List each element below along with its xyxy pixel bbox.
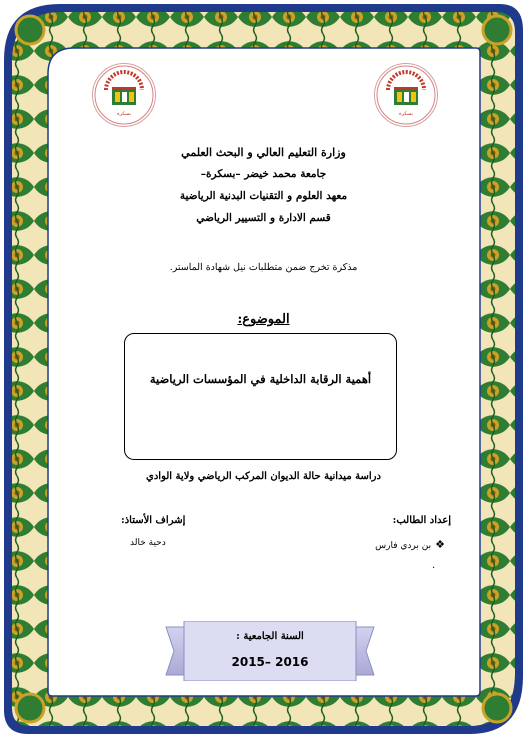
student-label: إعداد الطالب: bbox=[392, 515, 451, 526]
diamond-bullet-icon: ❖ bbox=[435, 538, 445, 551]
banner-shape-icon bbox=[162, 621, 378, 681]
student-entry bbox=[375, 538, 445, 551]
ministry-title: وزارة التعليم العالي و البحث العلمي bbox=[181, 146, 346, 159]
memo-statement: مذكرة تخرج ضمن متطلبات نيل شهادة الماستر. bbox=[169, 262, 358, 273]
institute-name: معهد العلوم و التقنيات البدنية الرياضية bbox=[179, 190, 348, 202]
university-seal-icon bbox=[375, 64, 437, 126]
university-name: جامعة محمد خيضر –بسكرة– bbox=[200, 168, 327, 180]
student-name: بن بردي فارس bbox=[375, 541, 432, 551]
university-logo-left bbox=[92, 63, 156, 127]
dot-mark: . bbox=[432, 560, 436, 571]
academic-year-label: السنة الجامعية : bbox=[236, 631, 304, 642]
subject-label: الموضوع: bbox=[237, 312, 290, 327]
logo-caption: بسكرة bbox=[399, 111, 413, 117]
department-name: قسم الادارة و التسيير الرياضي bbox=[196, 212, 331, 224]
subject-box bbox=[124, 333, 397, 460]
university-seal-icon bbox=[93, 64, 155, 126]
field-study-description: دراسة ميدانية حالة الديوان المركب الرياضي ولاية الوادي bbox=[146, 471, 381, 482]
academic-year-value: 2016 –2015 bbox=[231, 655, 309, 669]
logo-caption: بسكرة bbox=[117, 111, 131, 117]
subject-title: أهمية الرقابة الداخلية في المؤسسات الرياضية bbox=[149, 372, 372, 386]
supervisor-name: دحية خالد bbox=[130, 538, 166, 548]
university-logo-right bbox=[374, 63, 438, 127]
supervisor-label: إشراف الأستاذ: bbox=[121, 515, 186, 526]
academic-year-banner bbox=[162, 621, 378, 681]
